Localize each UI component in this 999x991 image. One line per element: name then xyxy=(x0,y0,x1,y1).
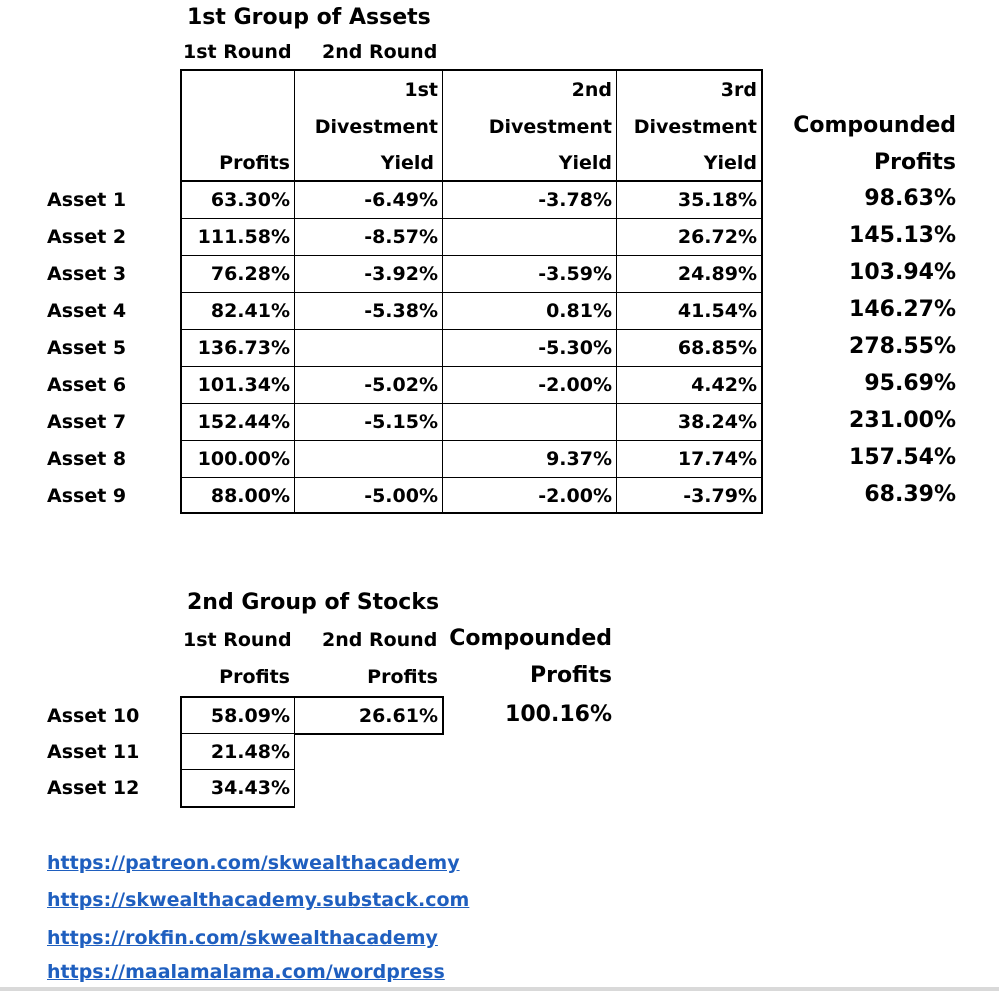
g2-cell-compounded: 100.16% xyxy=(505,702,612,727)
header-div3-line3: Yield xyxy=(703,152,757,174)
cell-d1: -5.02% xyxy=(364,374,438,396)
cell-d2: -3.78% xyxy=(538,189,612,211)
hyperlink[interactable]: https://maalamalama.com/wordpress xyxy=(47,961,445,983)
cell-d1: -5.00% xyxy=(364,485,438,507)
cell-profits: 152.44% xyxy=(197,411,290,433)
sheet-bottom-bar xyxy=(0,987,999,991)
cell-d3: -3.79% xyxy=(683,485,757,507)
cell-profits: 76.28% xyxy=(210,263,290,285)
cell-d2: 0.81% xyxy=(546,300,612,322)
header-div3-line2: Divestment xyxy=(633,116,757,138)
cell-d3: 38.24% xyxy=(677,411,757,433)
header-div2-line2: Divestment xyxy=(488,116,612,138)
cell-compounded: 157.54% xyxy=(849,445,956,470)
cell-compounded: 98.63% xyxy=(864,186,956,211)
group1-title: 1st Group of Assets xyxy=(187,5,431,30)
g2-row-asset-label: Asset 12 xyxy=(47,777,140,799)
row-asset-label: Asset 7 xyxy=(47,411,127,433)
cell-profits: 63.30% xyxy=(210,189,290,211)
cell-compounded: 68.39% xyxy=(864,482,956,507)
row-asset-label: Asset 4 xyxy=(47,300,127,322)
group2-profits1: Profits xyxy=(219,666,290,688)
cell-d3: 68.85% xyxy=(677,337,757,359)
cell-compounded: 278.55% xyxy=(849,334,956,359)
cell-profits: 100.00% xyxy=(197,448,290,470)
group2-title: 2nd Group of Stocks xyxy=(187,590,440,615)
cell-d3: 35.18% xyxy=(677,189,757,211)
cell-profits: 111.58% xyxy=(197,226,290,248)
hyperlink[interactable]: https://skwealthacademy.substack.com xyxy=(47,889,470,911)
group2-round2-label: 2nd Round xyxy=(322,629,438,651)
row-asset-label: Asset 9 xyxy=(47,485,127,507)
header-div1-line1: 1st xyxy=(404,79,438,101)
cell-d3: 17.74% xyxy=(677,448,757,470)
table-border-top xyxy=(180,69,763,71)
row-asset-label: Asset 1 xyxy=(47,189,127,211)
cell-d2: -5.30% xyxy=(538,337,612,359)
group2-compounded-line1: Compounded xyxy=(449,626,612,651)
group2-compounded-line2: Profits xyxy=(529,663,612,688)
cell-profits: 82.41% xyxy=(210,300,290,322)
header-div2-line1: 2nd xyxy=(571,79,612,101)
g2-cell-round1: 58.09% xyxy=(210,705,290,727)
cell-d2: -2.00% xyxy=(538,485,612,507)
header-profits: Profits xyxy=(219,152,290,174)
cell-profits: 101.34% xyxy=(197,374,290,396)
header-compounded-line1: Compounded xyxy=(793,113,956,138)
cell-compounded: 231.00% xyxy=(849,408,956,433)
cell-d1: -8.57% xyxy=(364,226,438,248)
row-asset-label: Asset 3 xyxy=(47,263,127,285)
header-div2-line3: Yield xyxy=(558,152,612,174)
cell-d1: -5.38% xyxy=(364,300,438,322)
group2-profits2: Profits xyxy=(367,666,438,688)
cell-d1: -3.92% xyxy=(364,263,438,285)
g2-row-asset-label: Asset 10 xyxy=(47,705,140,727)
cell-d3: 41.54% xyxy=(677,300,757,322)
row-asset-label: Asset 2 xyxy=(47,226,127,248)
cell-d1: -5.15% xyxy=(364,411,438,433)
header-compounded-line2: Profits xyxy=(873,150,956,175)
hyperlink[interactable]: https://patreon.com/skwealthacademy xyxy=(47,852,460,874)
g2-cell-round1: 21.48% xyxy=(210,741,290,763)
cell-d2 xyxy=(443,404,616,441)
group1-round1-label: 1st Round xyxy=(183,41,292,63)
cell-profits: 136.73% xyxy=(197,337,290,359)
cell-d2: -2.00% xyxy=(538,374,612,396)
cell-d2: -3.59% xyxy=(538,263,612,285)
cell-profits: 88.00% xyxy=(210,485,290,507)
cell-d3: 4.42% xyxy=(691,374,757,396)
cell-compounded: 95.69% xyxy=(864,371,956,396)
header-div1-line3: Yield xyxy=(380,152,434,174)
group2-round1-label: 1st Round xyxy=(183,629,292,651)
g2-cell-round2: 26.61% xyxy=(358,705,438,727)
cell-d3: 26.72% xyxy=(677,226,757,248)
cell-compounded: 103.94% xyxy=(849,260,956,285)
g2-cell-round1: 34.43% xyxy=(210,777,290,799)
row-asset-label: Asset 6 xyxy=(47,374,127,396)
cell-compounded: 146.27% xyxy=(849,297,956,322)
cell-compounded: 145.13% xyxy=(849,223,956,248)
cell-d2: 9.37% xyxy=(546,448,612,470)
hyperlink[interactable]: https://rokfin.com/skwealthacademy xyxy=(47,927,438,949)
row-asset-label: Asset 5 xyxy=(47,337,127,359)
header-div3-line1: 3rd xyxy=(720,79,757,101)
g2-row-asset-label: Asset 11 xyxy=(47,741,140,763)
cell-d1: -6.49% xyxy=(364,189,438,211)
cell-d2 xyxy=(443,219,616,256)
cell-d1 xyxy=(295,330,442,367)
cell-d3: 24.89% xyxy=(677,263,757,285)
header-div1-line2: Divestment xyxy=(314,116,438,138)
group1-round2-label: 2nd Round xyxy=(322,41,438,63)
cell-d1 xyxy=(295,441,442,478)
row-asset-label: Asset 8 xyxy=(47,448,127,470)
